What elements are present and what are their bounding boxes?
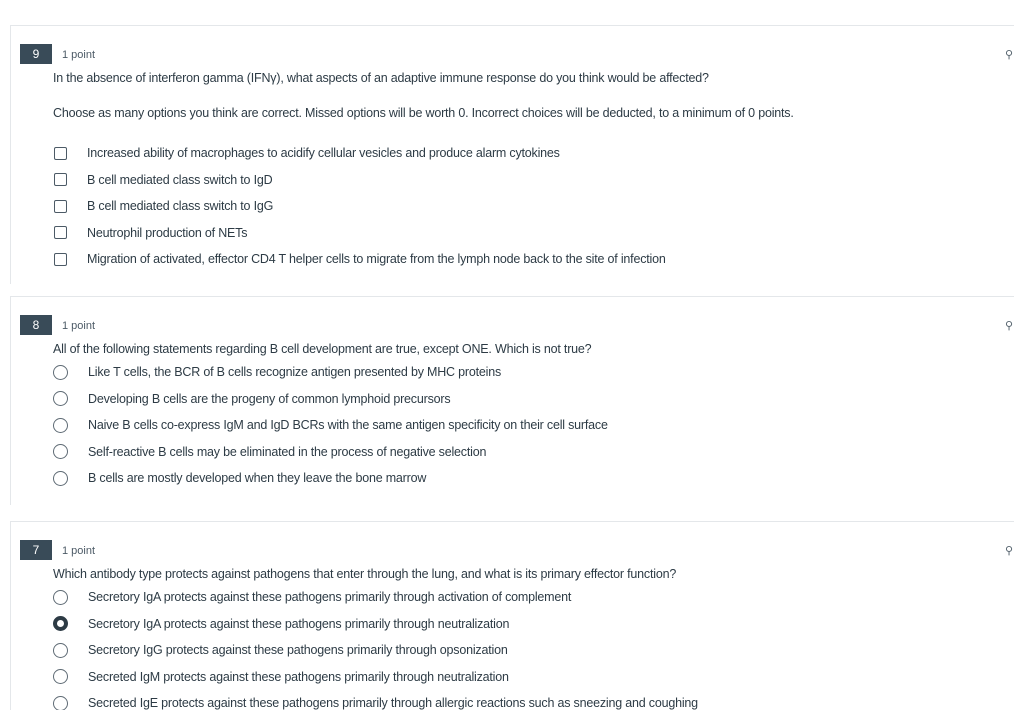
answer-option[interactable] [53, 465, 608, 492]
answer-option[interactable] [53, 386, 608, 413]
question-number: 7 [20, 540, 52, 560]
answer-label[interactable]: Naive B cells co-express IgM and IgD BCRs with the same antigen specificity on their cell surface [88, 418, 608, 433]
answer-option[interactable] [53, 439, 608, 466]
question-number: 9 [20, 44, 52, 64]
answer-option[interactable] [53, 412, 608, 439]
answer-label[interactable]: Like T cells, the BCR of B cells recognize antigen presented by MHC proteins [88, 365, 502, 380]
answer-option[interactable] [53, 611, 698, 638]
question-prompt: In the absence of interferon gamma (IFNγ), what aspects of an adaptive immune response do you think would be affected? [53, 71, 709, 85]
question-instruction: Choose as many options you think are correct. Missed options will be worth 0. Incorrect choices will be deducted, to a minimum of 0 points. [53, 106, 794, 120]
answer-radio[interactable] [53, 444, 68, 459]
answer-checkbox[interactable] [54, 147, 67, 160]
answer-radio[interactable] [53, 365, 68, 380]
answer-radio-selected[interactable] [53, 616, 68, 631]
question-card-7 [10, 521, 1014, 710]
answer-option[interactable] [53, 220, 666, 247]
answer-label[interactable]: Increased ability of macrophages to acidify cellular vesicles and produce alarm cytokines [87, 146, 560, 161]
question-card-8 [10, 296, 1014, 505]
answer-checkbox[interactable] [54, 200, 67, 213]
answer-label[interactable]: Secretory IgG protects against these pathogens primarily through opsonization [88, 643, 508, 658]
question-prompt: Which antibody type protects against pathogens that enter through the lung, and what is its primary effector function? [53, 567, 677, 581]
answer-label[interactable]: Secreted IgM protects against these pathogens primarily through neutralization [88, 669, 509, 684]
answer-radio[interactable] [53, 643, 68, 658]
answer-option[interactable] [53, 664, 698, 691]
question-card-9 [10, 25, 1014, 284]
answer-label[interactable]: B cells are mostly developed when they leave the bone marrow [88, 471, 427, 486]
answer-option[interactable] [53, 140, 666, 167]
answer-label[interactable]: B cell mediated class switch to IgG [87, 199, 274, 214]
answer-label[interactable]: Secretory IgA protects against these pathogens primarily through neutralization [88, 616, 510, 631]
answer-label[interactable]: Developing B cells are the progeny of common lymphoid precursors [88, 391, 451, 406]
answer-label[interactable]: Migration of activated, effector CD4 T helper cells to migrate from the lymph node back to the site of infection [87, 252, 666, 267]
answer-checkbox[interactable] [54, 253, 67, 266]
question-points: 1 point [62, 545, 96, 557]
answer-radio[interactable] [53, 696, 68, 710]
answer-radio[interactable] [53, 391, 68, 406]
answer-options [53, 584, 698, 710]
answer-option[interactable] [53, 359, 608, 386]
answer-label[interactable]: Neutrophil production of NETs [87, 225, 248, 240]
answer-option[interactable] [53, 637, 698, 664]
answer-radio[interactable] [53, 471, 68, 486]
answer-label[interactable]: Secreted IgE protects against these pathogens primarily through allergic reactions such as sneezing and coughing [88, 696, 698, 710]
question-number: 8 [20, 315, 52, 335]
pin-icon[interactable]: ⚲ [1004, 545, 1013, 557]
question-prompt: All of the following statements regarding B cell development are true, except ONE. Which is not true? [53, 342, 592, 356]
answer-radio[interactable] [53, 669, 68, 684]
answer-checkbox[interactable] [54, 226, 67, 239]
answer-label[interactable]: B cell mediated class switch to IgD [87, 172, 273, 187]
answer-options [53, 359, 608, 492]
answer-radio[interactable] [53, 590, 68, 605]
answer-option[interactable] [53, 193, 666, 220]
answer-option[interactable] [53, 584, 698, 611]
answer-options [53, 140, 666, 273]
answer-option[interactable] [53, 167, 666, 194]
answer-radio[interactable] [53, 418, 68, 433]
answer-option[interactable] [53, 246, 666, 273]
pin-icon[interactable]: ⚲ [1004, 320, 1013, 332]
question-points: 1 point [62, 320, 96, 332]
answer-label[interactable]: Self-reactive B cells may be eliminated in the process of negative selection [88, 444, 487, 459]
question-points: 1 point [62, 49, 96, 61]
answer-checkbox[interactable] [54, 173, 67, 186]
answer-option[interactable] [53, 690, 698, 710]
pin-icon[interactable]: ⚲ [1004, 49, 1013, 61]
answer-label[interactable]: Secretory IgA protects against these pathogens primarily through activation of complement [88, 590, 572, 605]
